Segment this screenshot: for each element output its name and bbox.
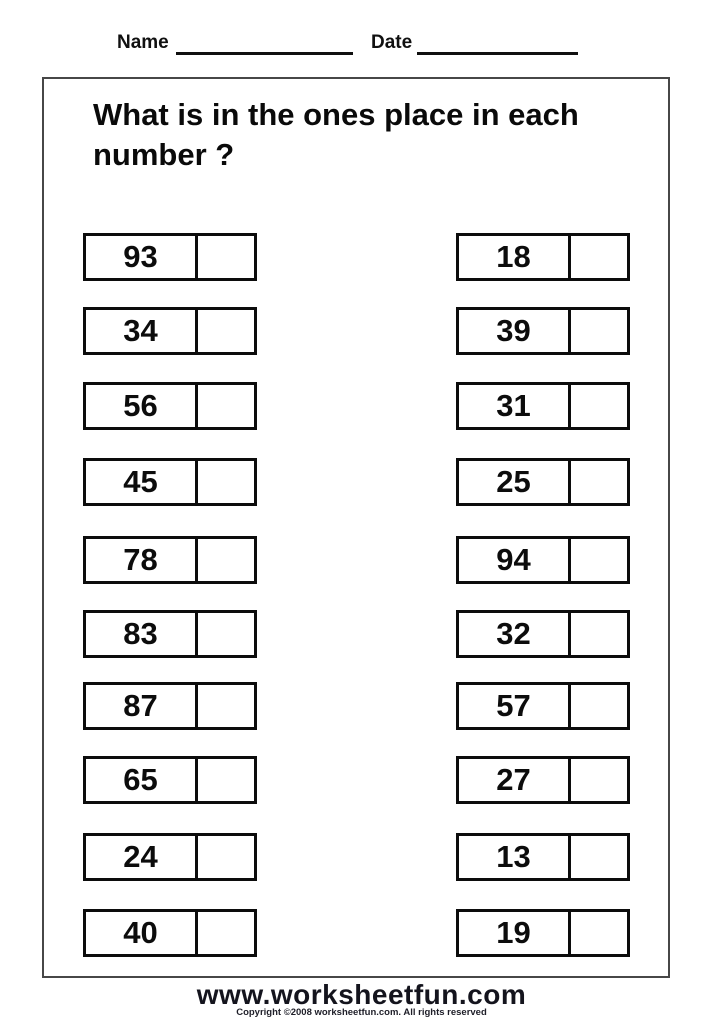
answer-cell[interactable] xyxy=(571,539,627,581)
number-value: 34 xyxy=(86,310,198,352)
number-box xyxy=(456,233,630,281)
answer-cell[interactable] xyxy=(198,539,254,581)
answer-cell[interactable] xyxy=(571,461,627,503)
number-value: 65 xyxy=(86,759,198,801)
number-value: 24 xyxy=(86,836,198,878)
answer-cell[interactable] xyxy=(571,912,627,954)
number-box xyxy=(83,307,257,355)
number-value: 93 xyxy=(86,236,198,278)
number-box xyxy=(456,909,630,957)
number-value: 94 xyxy=(459,539,571,581)
number-box xyxy=(456,610,630,658)
number-value: 19 xyxy=(459,912,571,954)
name-label: Name xyxy=(117,32,169,53)
answer-cell[interactable] xyxy=(571,836,627,878)
number-value: 13 xyxy=(459,836,571,878)
number-value: 31 xyxy=(459,385,571,427)
number-value: 56 xyxy=(86,385,198,427)
number-box xyxy=(456,833,630,881)
number-box xyxy=(83,610,257,658)
number-value: 87 xyxy=(86,685,198,727)
number-box xyxy=(456,307,630,355)
answer-cell[interactable] xyxy=(198,236,254,278)
answer-cell[interactable] xyxy=(198,613,254,655)
number-value: 45 xyxy=(86,461,198,503)
answer-cell[interactable] xyxy=(571,310,627,352)
number-value: 83 xyxy=(86,613,198,655)
answer-cell[interactable] xyxy=(198,685,254,727)
number-box xyxy=(83,756,257,804)
number-box xyxy=(456,682,630,730)
answer-cell[interactable] xyxy=(571,613,627,655)
number-box xyxy=(83,233,257,281)
number-box xyxy=(83,382,257,430)
number-box xyxy=(456,382,630,430)
answer-cell[interactable] xyxy=(571,759,627,801)
answer-cell[interactable] xyxy=(198,385,254,427)
answer-cell[interactable] xyxy=(198,310,254,352)
footer-site-url: www.worksheetfun.com xyxy=(196,979,527,1010)
number-value: 40 xyxy=(86,912,198,954)
number-value: 27 xyxy=(459,759,571,801)
footer-copyright: Copyright ©2008 worksheetfun.com. All rights reserved xyxy=(236,1007,487,1018)
answer-cell[interactable] xyxy=(571,236,627,278)
answer-cell[interactable] xyxy=(198,836,254,878)
answer-cell[interactable] xyxy=(571,385,627,427)
date-label: Date xyxy=(371,32,413,53)
number-value: 78 xyxy=(86,539,198,581)
number-box xyxy=(456,458,630,506)
number-box xyxy=(83,833,257,881)
name-write-line[interactable] xyxy=(176,52,353,55)
number-box xyxy=(456,536,630,584)
number-box xyxy=(83,682,257,730)
answer-cell[interactable] xyxy=(198,759,254,801)
answer-cell[interactable] xyxy=(198,912,254,954)
number-value: 25 xyxy=(459,461,571,503)
number-box xyxy=(83,536,257,584)
date-write-line[interactable] xyxy=(417,52,578,55)
number-value: 57 xyxy=(459,685,571,727)
number-value: 18 xyxy=(459,236,571,278)
number-box xyxy=(456,756,630,804)
number-box xyxy=(83,909,257,957)
worksheet-frame xyxy=(42,77,670,978)
number-box xyxy=(83,458,257,506)
worksheet-title: What is in the ones place in each number ? xyxy=(93,97,579,172)
answer-cell[interactable] xyxy=(571,685,627,727)
answer-cell[interactable] xyxy=(198,461,254,503)
number-value: 39 xyxy=(459,310,571,352)
number-value: 32 xyxy=(459,613,571,655)
